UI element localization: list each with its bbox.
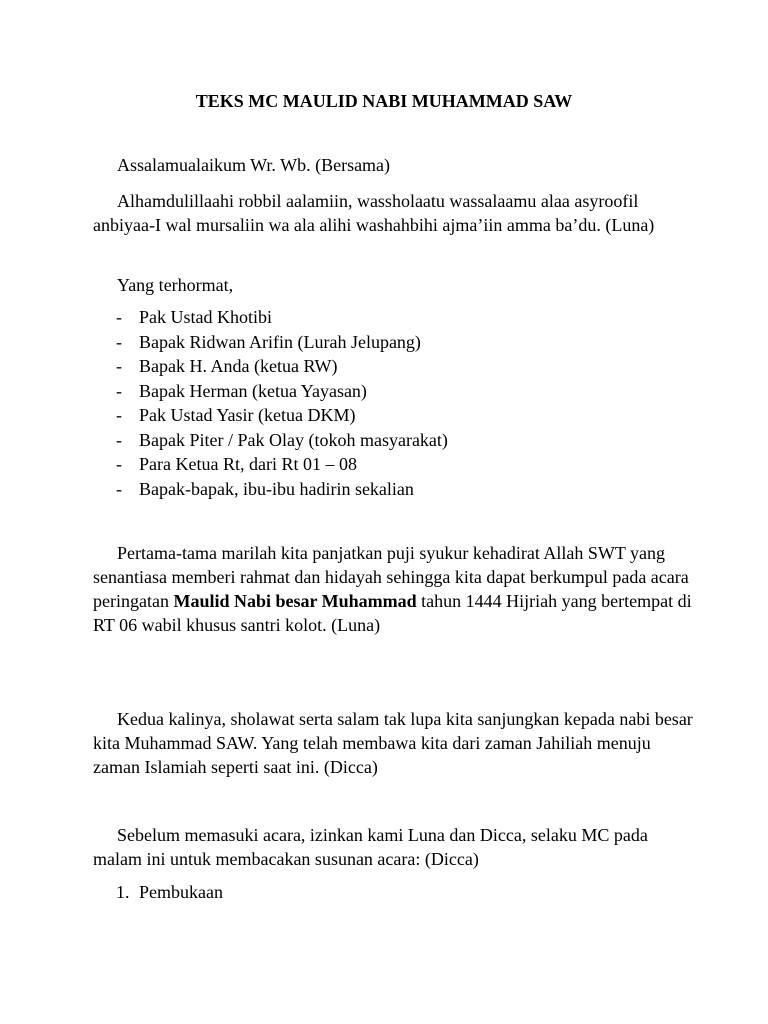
list-item: - Bapak-bapak, ibu-ibu hadirin sekalian — [116, 478, 414, 499]
list-item: - Bapak H. Anda (ketua RW) — [116, 356, 338, 376]
list-dash: - — [116, 454, 122, 474]
list-dash: - — [116, 478, 122, 499]
list-item: - Pak Ustad Yasir (ketua DKM) — [116, 405, 356, 425]
list-dash: - — [116, 380, 122, 401]
paragraph-sholawat: Kedua kalinya, sholawat serta salam tak lupa kita sanjungkan kepada nabi besar kita Muhammad SAW. Yang telah membawa kita dari zaman Jahiliah menuju zaman Islamiah seperti saat ini. (Dicca) — [93, 709, 693, 777]
event-name-bold: Maulid Nabi besar Muhammad — [173, 591, 417, 611]
agenda-item — [116, 880, 223, 904]
list-dash: - — [116, 307, 122, 327]
honored-intro: Yang terhormat, — [117, 275, 234, 295]
agenda-label: Pembukaan — [139, 882, 223, 902]
document-title: TEKS MC MAULID NABI MUHAMMAD SAW — [195, 91, 573, 111]
list-dash: - — [116, 331, 122, 352]
honored-guest-list — [116, 305, 448, 501]
list-item: - Bapak Piter / Pak Olay (tokoh masyarakat) — [116, 429, 448, 450]
paragraph-gratitude: Pertama-tama marilah kita panjatkan puji syukur kehadirat Allah SWT yang senantiasa memberi rahmat dan hidayah sehingga kita dapat berkumpul pada acara peringatan Maulid Nabi besar Muhammad tahun 1444 Hijriah yang bertempat di RT 06 wabil khusus santri kolot. (Luna) — [93, 543, 692, 635]
list-dash: - — [116, 405, 122, 425]
agenda-number: 1. — [116, 882, 130, 902]
list-item: - Pak Ustad Khotibi — [116, 307, 272, 327]
greeting-line: Assalamualaikum Wr. Wb. (Bersama) — [117, 155, 391, 175]
opening-paragraph: Alhamdulillaahi robbil aalamiin, wassholaatu wassalaamu alaa asyroofil anbiyaa-I wal mursaliin wa ala alihi washahbihi ajma’iin amma ba’du. (Luna) — [93, 191, 655, 235]
list-item: - Para Ketua Rt, dari Rt 01 – 08 — [116, 454, 357, 474]
list-item: - Bapak Ridwan Arifin (Lurah Jelupang) — [116, 331, 421, 352]
list-dash: - — [116, 356, 122, 376]
paragraph-agenda-intro: Sebelum memasuki acara, izinkan kami Luna dan Dicca, selaku MC pada malam ini untuk membacakan susunan acara: (Dicca) — [93, 825, 648, 869]
list-dash: - — [116, 429, 122, 450]
list-item: - Bapak Herman (ketua Yayasan) — [116, 380, 367, 401]
